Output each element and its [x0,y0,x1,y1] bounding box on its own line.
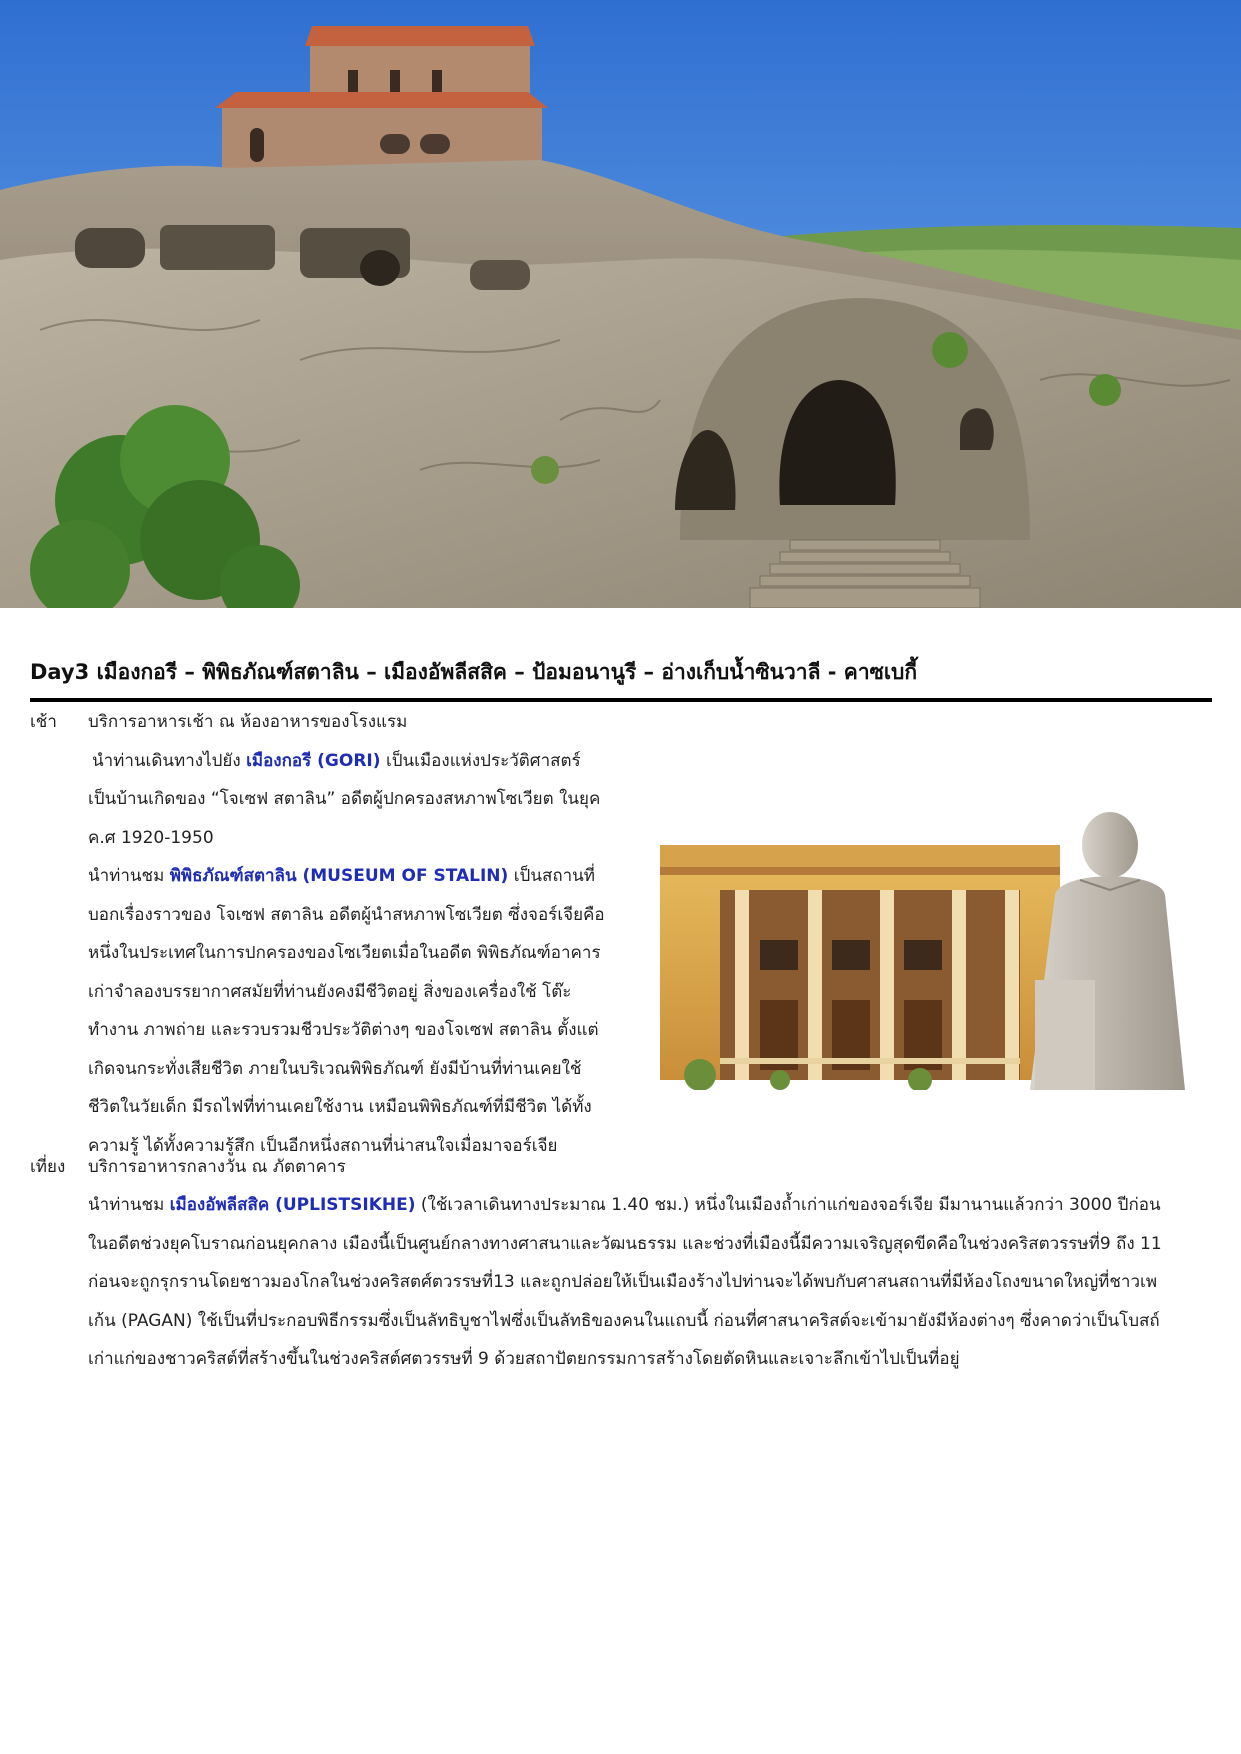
uplistsikhe-line-2: ในอดีตช่วงยุคโบราณก่อนยุคกลาง เมืองนี้เป็นศูนย์กลางทางศาสนาและวัฒนธรรม และช่วงที่เมืองนี้มีความเจริญสุดขีดคือในช่วงคริสตวรรษที่9 ถึง 11 [88,1233,1162,1254]
uplistsikhe-section [88,1186,1213,1379]
museum-line-7: ชีวิตในวัยเด็ก มีรถไฟที่ท่านเคยใช้งาน เหมือนพิพิธภัณฑ์ที่มีชีวิต ได้ทั้ง [88,1097,592,1117]
uplistsikhe-highlight: เมืองอัพลีสสิค (UPLISTSIKHE) [169,1195,416,1215]
uplistsikhe-line-1: นำท่านชม เมืองอัพลีสสิค (UPLISTSIKHE) (ใช้เวลาเดินทางประมาณ 1.40 ชม.) หนึ่งในเมืองถ้ำเก่าแก่ของจอร์เจีย มีมานานแล้วกว่า 3000 ปีก่อน [88,1195,1161,1215]
time-label-noon: เที่ยง [30,1157,66,1177]
museum-highlight: พิพิธภัณฑ์สตาลิน (MUSEUM OF STALIN) [169,866,509,886]
gori-line-2: เป็นบ้านเกิดของ “โจเซฟ สตาลิน” อดีตผู้ปกครองสหภาพโซเวียต ในยุค [88,789,601,809]
museum-line-4: เก่าจำลองบรรยากาศสมัยที่ท่านยังคงมีชีวิตอยู่ สิ่งของเครื่องใช้ โต๊ะ [88,981,572,1002]
museum-line-6: เกิดจนกระทั่งเสียชีวิต ภายในบริเวณพิพิธภัณฑ์ ยังมีบ้านที่ท่านเคยใช้ [88,1058,582,1079]
morning-meal: บริการอาหารเช้า ณ ห้องอาหารของโรงแรม [88,712,408,732]
uplistsikhe-line-3: ก่อนจะถูกรุกรานโดยชาวมองโกลในช่วงคริสตศ์ตวรรษที่13 และถูกปล่อยให้เป็นเมืองร้างไปท่านจะได้พบกับศาสนสถานที่มีห้องโถงขนาดใหญ่ที่ชาวเพ [88,1272,1158,1292]
day-title: Day3 เมืองกอรี – พิพิธภัณฑ์สตาลิน – เมืองอัพลีสสิค – ป้อมอนานูรี – อ่างเก็บน้ำซินวาลี - คาซเบกี้ [30,660,918,684]
uplistsikhe-line-4: เก้น (PAGAN) ใช้เป็นที่ประกอบพิธีกรรมซึ่งเป็นลัทธิบูชาไฟซึ่งเป็นลัทธิของคนในแถบนี้ ก่อนที่ศาสนาคริสต์จะเข้ามายังมีห้องต่างๆ ซึ่งคาดว่าเป็นโบสถ์ [88,1310,1160,1331]
hero-photo-uplistsikhe [0,0,1241,608]
museum-line-5: ทำงาน ภาพถ่าย และรวบรวมชีวประวัติต่างๆ ของโจเซฟ สตาลิน ตั้งแต่ [88,1020,599,1040]
museum-line-3: หนึ่งในประเทศในการปกครองของโซเวียตเมื่อในอดีต พิพิธภัณฑ์อาคาร [88,943,601,963]
noon-meal: บริการอาหารกลางวัน ณ ภัตตาคาร [88,1157,346,1177]
museum-line-2: บอกเรื่องราวของ โจเซฟ สตาลิน อดีตผู้นำสหภาพโซเวียต ซึ่งจอร์เจียคือ [88,904,605,925]
museum-photo-stalin [660,800,1190,1090]
museum-line-8: ความรู้ ได้ทั้งความรู้สึก เป็นอีกหนึ่งสถานที่น่าสนใจเมื่อมาจอร์เจีย [88,1135,558,1156]
morning-section [88,703,628,1165]
title-divider [30,698,1212,702]
gori-line-3: ค.ศ 1920-1950 [88,827,214,848]
uplistsikhe-line-5: เก่าแก่ของชาวคริสต์ที่สร้างขึ้นในช่วงคริสต์ศตวรรษที่ 9 ด้วยสถาปัตยกรรมการสร้างโดยตัดหินและเจาะลึกเข้าไปเป็นที่อยู่ [88,1349,960,1369]
gori-highlight: เมืองกอรี (GORI) [246,750,381,771]
time-label-morning: เช้า [30,712,57,732]
gori-line-1: นำท่านเดินทางไปยัง เมืองกอรี (GORI) เป็นเมืองแห่งประวัติศาสตร์ [92,750,581,771]
museum-line-1: นำท่านชม พิพิธภัณฑ์สตาลิน (MUSEUM OF STALIN) เป็นสถานที่ [88,866,595,886]
